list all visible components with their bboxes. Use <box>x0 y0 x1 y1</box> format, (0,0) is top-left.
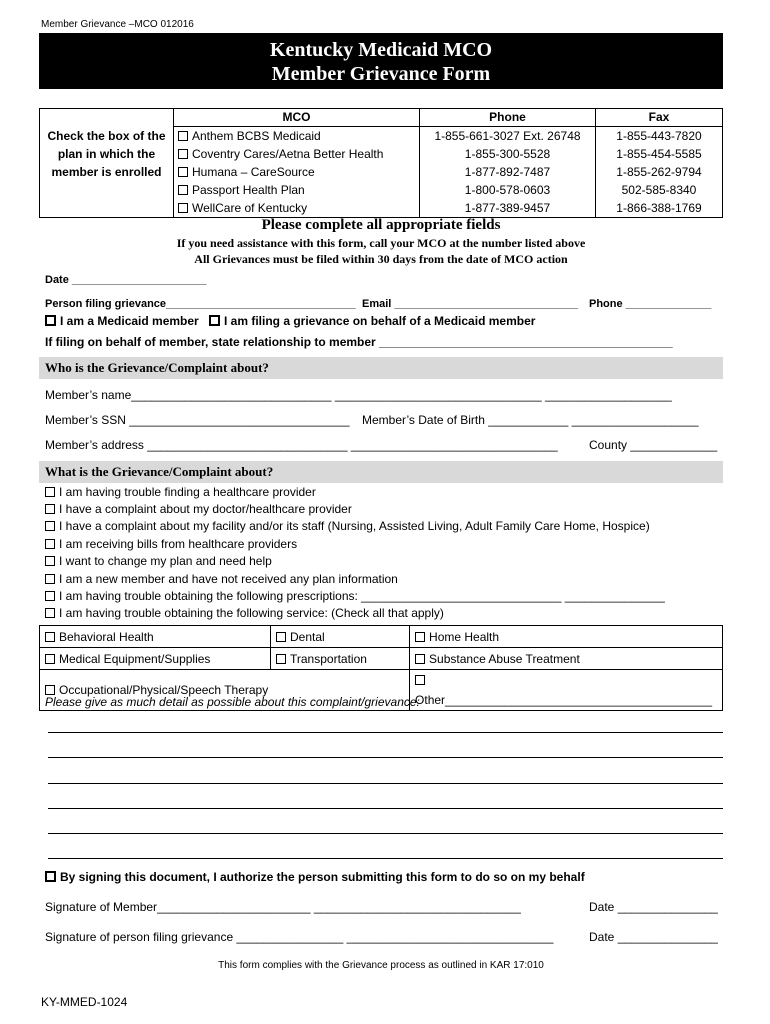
checkbox-icon[interactable] <box>45 574 55 584</box>
authorization-label: By signing this document, I authorize the person submitting this form to do so on my behalf <box>60 870 585 884</box>
service-home-health[interactable] <box>410 626 723 648</box>
mco-plan-column <box>174 127 420 218</box>
checkbox-icon[interactable] <box>178 149 188 159</box>
service-label: Substance Abuse Treatment <box>429 651 580 666</box>
authorization-option[interactable] <box>45 870 585 884</box>
service-label: Transportation <box>290 651 367 666</box>
complaint-option-prescriptions[interactable]: I am having trouble obtaining the following prescriptions: ______________________________ _______________ <box>45 589 665 603</box>
checkbox-icon[interactable] <box>178 167 188 177</box>
document-id: Member Grievance –MCO 012016 <box>41 19 194 30</box>
checkbox-icon[interactable] <box>45 487 55 497</box>
compliance-note: This form complies with the Grievance process as outlined in KAR 17:010 <box>218 960 544 971</box>
email-label: Email <box>362 298 392 310</box>
plan-fax: 1-855-443-7820 <box>616 129 702 143</box>
service-label: Home Health <box>429 629 500 644</box>
member-checkbox-option[interactable] <box>45 314 199 328</box>
mco-table <box>39 108 723 218</box>
checkbox-icon[interactable] <box>415 675 425 685</box>
behalf-checkbox-option[interactable] <box>209 314 535 328</box>
complaint-option-change-plan[interactable] <box>45 554 272 568</box>
complaint-option-bills[interactable] <box>45 537 297 551</box>
service-label: Occupational/Physical/Speech Therapy <box>59 683 269 697</box>
behalf-option-label: I am filing a grievance on behalf of a Medicaid member <box>224 314 536 328</box>
plan-name: Anthem BCBS Medicaid <box>192 129 321 143</box>
person-filing-label: Person filing grievance <box>45 298 167 310</box>
checkbox-icon[interactable] <box>209 315 220 326</box>
detail-prompt: Please give as much detail as possible about this complaint/grievance: <box>45 695 420 709</box>
complaint-option-service[interactable] <box>45 606 444 620</box>
member-dob-field[interactable]: Member’s Date of Birth ____________ ___________________ <box>362 413 699 427</box>
phone-field[interactable]: Phone ______________ <box>589 298 712 310</box>
checkbox-icon[interactable] <box>45 871 56 882</box>
checkbox-icon[interactable] <box>178 185 188 195</box>
member-signature-date-field[interactable]: Date _______________ <box>589 900 718 914</box>
member-ssn-field[interactable]: Member’s SSN _________________________________ <box>45 413 350 427</box>
complaint-option-label: I am having trouble obtaining the following service: (Check all that apply) <box>59 606 444 620</box>
service-substance-abuse[interactable] <box>410 648 723 670</box>
checkbox-icon[interactable] <box>178 131 188 141</box>
complaint-option-finding-provider[interactable] <box>45 485 316 499</box>
form-id: KY-MMED-1024 <box>41 995 128 1009</box>
filer-signature-label: Signature of person filing grievance <box>45 930 234 944</box>
plan-phone: 1-800-578-0603 <box>464 183 551 197</box>
member-address-field[interactable]: Member’s address ______________________________ _______________________________ <box>45 438 558 452</box>
phone-label: Phone <box>589 298 623 310</box>
deadline-note: All Grievances must be filed within 30 days from the date of MCO action <box>194 252 568 266</box>
plan-option-anthem[interactable] <box>178 127 415 145</box>
checkbox-icon[interactable] <box>45 685 55 695</box>
service-behavioral[interactable] <box>40 626 271 648</box>
checkbox-icon[interactable] <box>45 539 55 549</box>
plan-option-wellcare[interactable] <box>178 199 415 217</box>
member-name-label: Member’s name <box>45 388 132 402</box>
service-dental[interactable] <box>271 626 410 648</box>
plan-phone: 1-855-300-5528 <box>464 147 551 161</box>
phone-column <box>420 127 596 218</box>
plan-option-coventry[interactable] <box>178 145 415 163</box>
complaint-option-label: I am receiving bills from healthcare providers <box>59 537 298 551</box>
checkbox-icon[interactable] <box>45 608 55 618</box>
detail-line-1[interactable] <box>48 732 723 733</box>
plan-fax: 1-855-262-9794 <box>616 165 702 179</box>
filer-signature-date-field[interactable]: Date _______________ <box>589 930 718 944</box>
complaint-option-new-member[interactable] <box>45 572 398 586</box>
detail-line-6[interactable] <box>48 858 723 859</box>
checkbox-icon[interactable] <box>276 654 286 664</box>
plan-fax: 502-585-8340 <box>621 183 697 197</box>
service-label: Behavioral Health <box>59 629 154 644</box>
checkbox-icon[interactable] <box>415 654 425 664</box>
plan-phone: 1-877-892-7487 <box>464 165 551 179</box>
phone-header: Phone <box>420 109 596 127</box>
checkbox-icon[interactable] <box>415 632 425 642</box>
complaint-option-label: I want to change my plan and need help <box>59 554 272 568</box>
plan-option-humana[interactable] <box>178 163 415 181</box>
detail-line-5[interactable] <box>48 833 723 834</box>
relationship-label: If filing on behalf of member, state relationship to member <box>45 335 376 349</box>
detail-line-4[interactable] <box>48 808 723 809</box>
complaint-option-facility[interactable] <box>45 519 650 533</box>
fax-header: Fax <box>596 109 723 127</box>
checkbox-icon[interactable] <box>178 203 188 213</box>
complaint-option-label: I have a complaint about my doctor/healthcare provider <box>59 502 352 516</box>
checkbox-icon[interactable] <box>45 654 55 664</box>
plan-name: Humana – CareSource <box>192 165 315 179</box>
service-other[interactable]: Other________________________________________ <box>410 670 723 711</box>
plan-name: Passport Health Plan <box>192 183 305 197</box>
member-address-label: Member’s address <box>45 438 144 452</box>
service-transportation[interactable] <box>271 648 410 670</box>
complaint-option-label: I am a new member and have not received any plan information <box>59 572 398 586</box>
what-section-heading: What is the Grievance/Complaint about? <box>39 461 723 483</box>
plan-name: WellCare of Kentucky <box>192 201 308 215</box>
checkbox-icon[interactable] <box>45 315 56 326</box>
assistance-note: If you need assistance with this form, call your MCO at the number listed above <box>176 236 586 250</box>
signature-date-label: Date <box>589 930 615 944</box>
service-equipment[interactable] <box>40 648 271 670</box>
mco-header: MCO <box>174 109 420 127</box>
checkbox-icon[interactable] <box>45 556 55 566</box>
date-label: Date <box>45 274 69 286</box>
member-option-label: I am a Medicaid member <box>60 314 199 328</box>
complaint-option-label: I am having trouble finding a healthcare provider <box>59 485 316 499</box>
county-label: County <box>589 438 628 452</box>
date-field[interactable]: Date ______________________ <box>45 274 207 286</box>
who-section-heading: Who is the Grievance/Complaint about? <box>39 357 723 379</box>
fax-column <box>596 127 723 218</box>
filer-signature-field[interactable]: Signature of person filing grievance ________________ _______________________________ <box>45 930 554 944</box>
form-title-line2: Member Grievance Form <box>271 63 491 85</box>
county-field[interactable]: County _____________ <box>589 438 718 452</box>
member-ssn-label: Member’s SSN <box>45 413 126 427</box>
detail-line-3[interactable] <box>48 783 723 784</box>
checkbox-icon[interactable] <box>45 632 55 642</box>
member-signature-field[interactable]: Signature of Member_______________________ _______________________________ <box>45 900 521 914</box>
complaint-option-doctor[interactable] <box>45 502 352 516</box>
checkbox-icon[interactable] <box>276 632 286 642</box>
email-field[interactable]: Email ______________________________ <box>362 298 578 310</box>
plan-fax: 1-866-388-1769 <box>616 201 702 215</box>
service-label: Other <box>415 693 446 707</box>
plan-phone: 1-855-661-3027 Ext. 26748 <box>434 129 581 143</box>
checkbox-icon[interactable] <box>45 504 55 514</box>
member-dob-label: Member’s Date of Birth <box>362 413 485 427</box>
plan-phone: 1-877-389-9457 <box>464 201 551 215</box>
member-name-field[interactable]: Member’s name______________________________ _______________________________ ___________________ <box>45 388 672 402</box>
complaint-option-label: I have a complaint about my facility and/or its staff (Nursing, Assisted Living, Adult Family Care Home, Hospice) <box>59 519 650 533</box>
instructions-heading: Please complete all appropriate fields <box>261 217 501 233</box>
plan-option-passport[interactable] <box>178 181 415 199</box>
relationship-field[interactable]: If filing on behalf of member, state relationship to member ____________________________________________ <box>45 335 673 349</box>
checkbox-icon[interactable] <box>45 521 55 531</box>
plan-fax: 1-855-454-5585 <box>616 147 702 161</box>
service-label: Medical Equipment/Supplies <box>59 651 211 666</box>
checkbox-icon[interactable] <box>45 591 55 601</box>
complaint-option-label: I am having trouble obtaining the following prescriptions: <box>59 589 358 603</box>
service-label: Dental <box>290 629 325 644</box>
form-title-line1: Kentucky Medicaid MCO <box>269 39 493 61</box>
signature-date-label: Date <box>589 900 615 914</box>
mco-check-instruction: Check the box of the plan in which the member is enrolled <box>40 109 174 218</box>
plan-name: Coventry Cares/Aetna Better Health <box>192 147 384 161</box>
person-filing-field[interactable]: Person filing grievance_______________________________ <box>45 298 356 310</box>
form-title-banner <box>39 33 723 89</box>
member-signature-label: Signature of Member <box>45 900 158 914</box>
detail-line-2[interactable] <box>48 757 723 758</box>
